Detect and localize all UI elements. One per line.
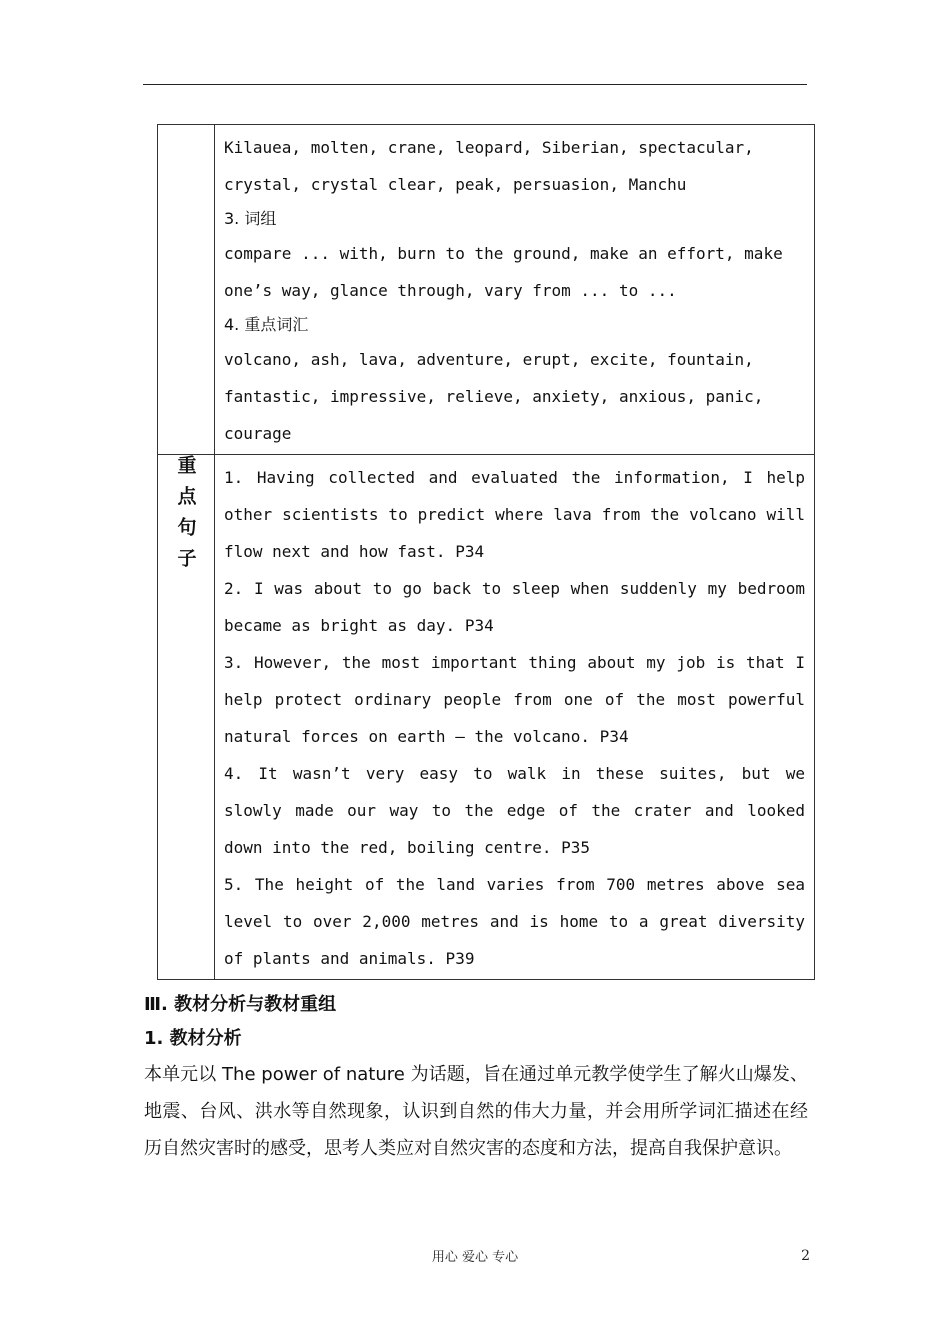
vocab-line: courage <box>224 424 292 443</box>
vocab-heading: 4. 重点词汇 <box>224 315 309 334</box>
table-row <box>158 455 815 980</box>
phrase-line: one’s way, glance through, vary from ... to ... <box>224 281 677 300</box>
footer-text: 用心 爱心 专心 <box>431 1250 519 1265</box>
sentences-cell <box>215 455 815 980</box>
phrase-line: compare ... with, burn to the ground, make an effort, make <box>224 244 783 263</box>
word-line: crystal, crystal clear, peak, persuasion, Manchu <box>224 175 687 194</box>
table-row <box>158 125 815 455</box>
row-label-cell-empty <box>158 125 215 455</box>
row-label-cell <box>158 455 215 980</box>
vocab-line: fantastic, impressive, relieve, anxiety, anxious, panic, <box>224 387 764 406</box>
vocab-line: volcano, ash, lava, adventure, erupt, excite, fountain, <box>224 350 754 369</box>
sentence-item: 1. Having collected and evaluated the information, I help other scientists to predict where lava from the volcano will flow next and how fast. P34 <box>224 468 805 561</box>
sentence-item: 2. I was about to go back to sleep when suddenly my bedroom became as bright as day. P34 <box>224 579 805 635</box>
vocab-cell <box>215 125 815 455</box>
content-table <box>157 124 815 980</box>
sentence-item: 3. However, the most important thing about my job is that I help protect ordinary people from one of the most powerful natural forces on earth — the volcano. P34 <box>224 653 805 746</box>
header-rule <box>143 84 807 85</box>
sentence-item: 5. The height of the land varies from 700 metres above sea level to over 2,000 metres and is home to a great diversity of plants and animals. P39 <box>224 875 805 968</box>
analysis-section <box>144 988 808 1167</box>
page-number: 2 <box>801 1248 810 1264</box>
sentence-item: 4. It wasn’t very easy to walk in these suites, but we slowly made our way to the edge of the crater and looked down into the red, boiling centre. P35 <box>224 764 805 857</box>
section-paragraph: 本单元以 The power of nature 为话题，旨在通过单元教学使学生了解火山爆发、地震、台风、洪水等自然现象，认识到自然的伟大力量，并会用所学词汇描述在经历自然灾害时的感受，思考人类应对自然灾害的态度和方法，提高自我保护意识。 <box>144 1064 808 1159</box>
phrase-heading: 3. 词组 <box>224 209 277 228</box>
section-heading: Ⅲ. 教材分析与教材重组 <box>144 994 337 1015</box>
word-line: Kilauea, molten, crane, leopard, Siberian, spectacular, <box>224 138 754 157</box>
section-subheading: 1. 教材分析 <box>144 1028 242 1049</box>
key-sentences-label: 重点句子 <box>174 455 197 579</box>
